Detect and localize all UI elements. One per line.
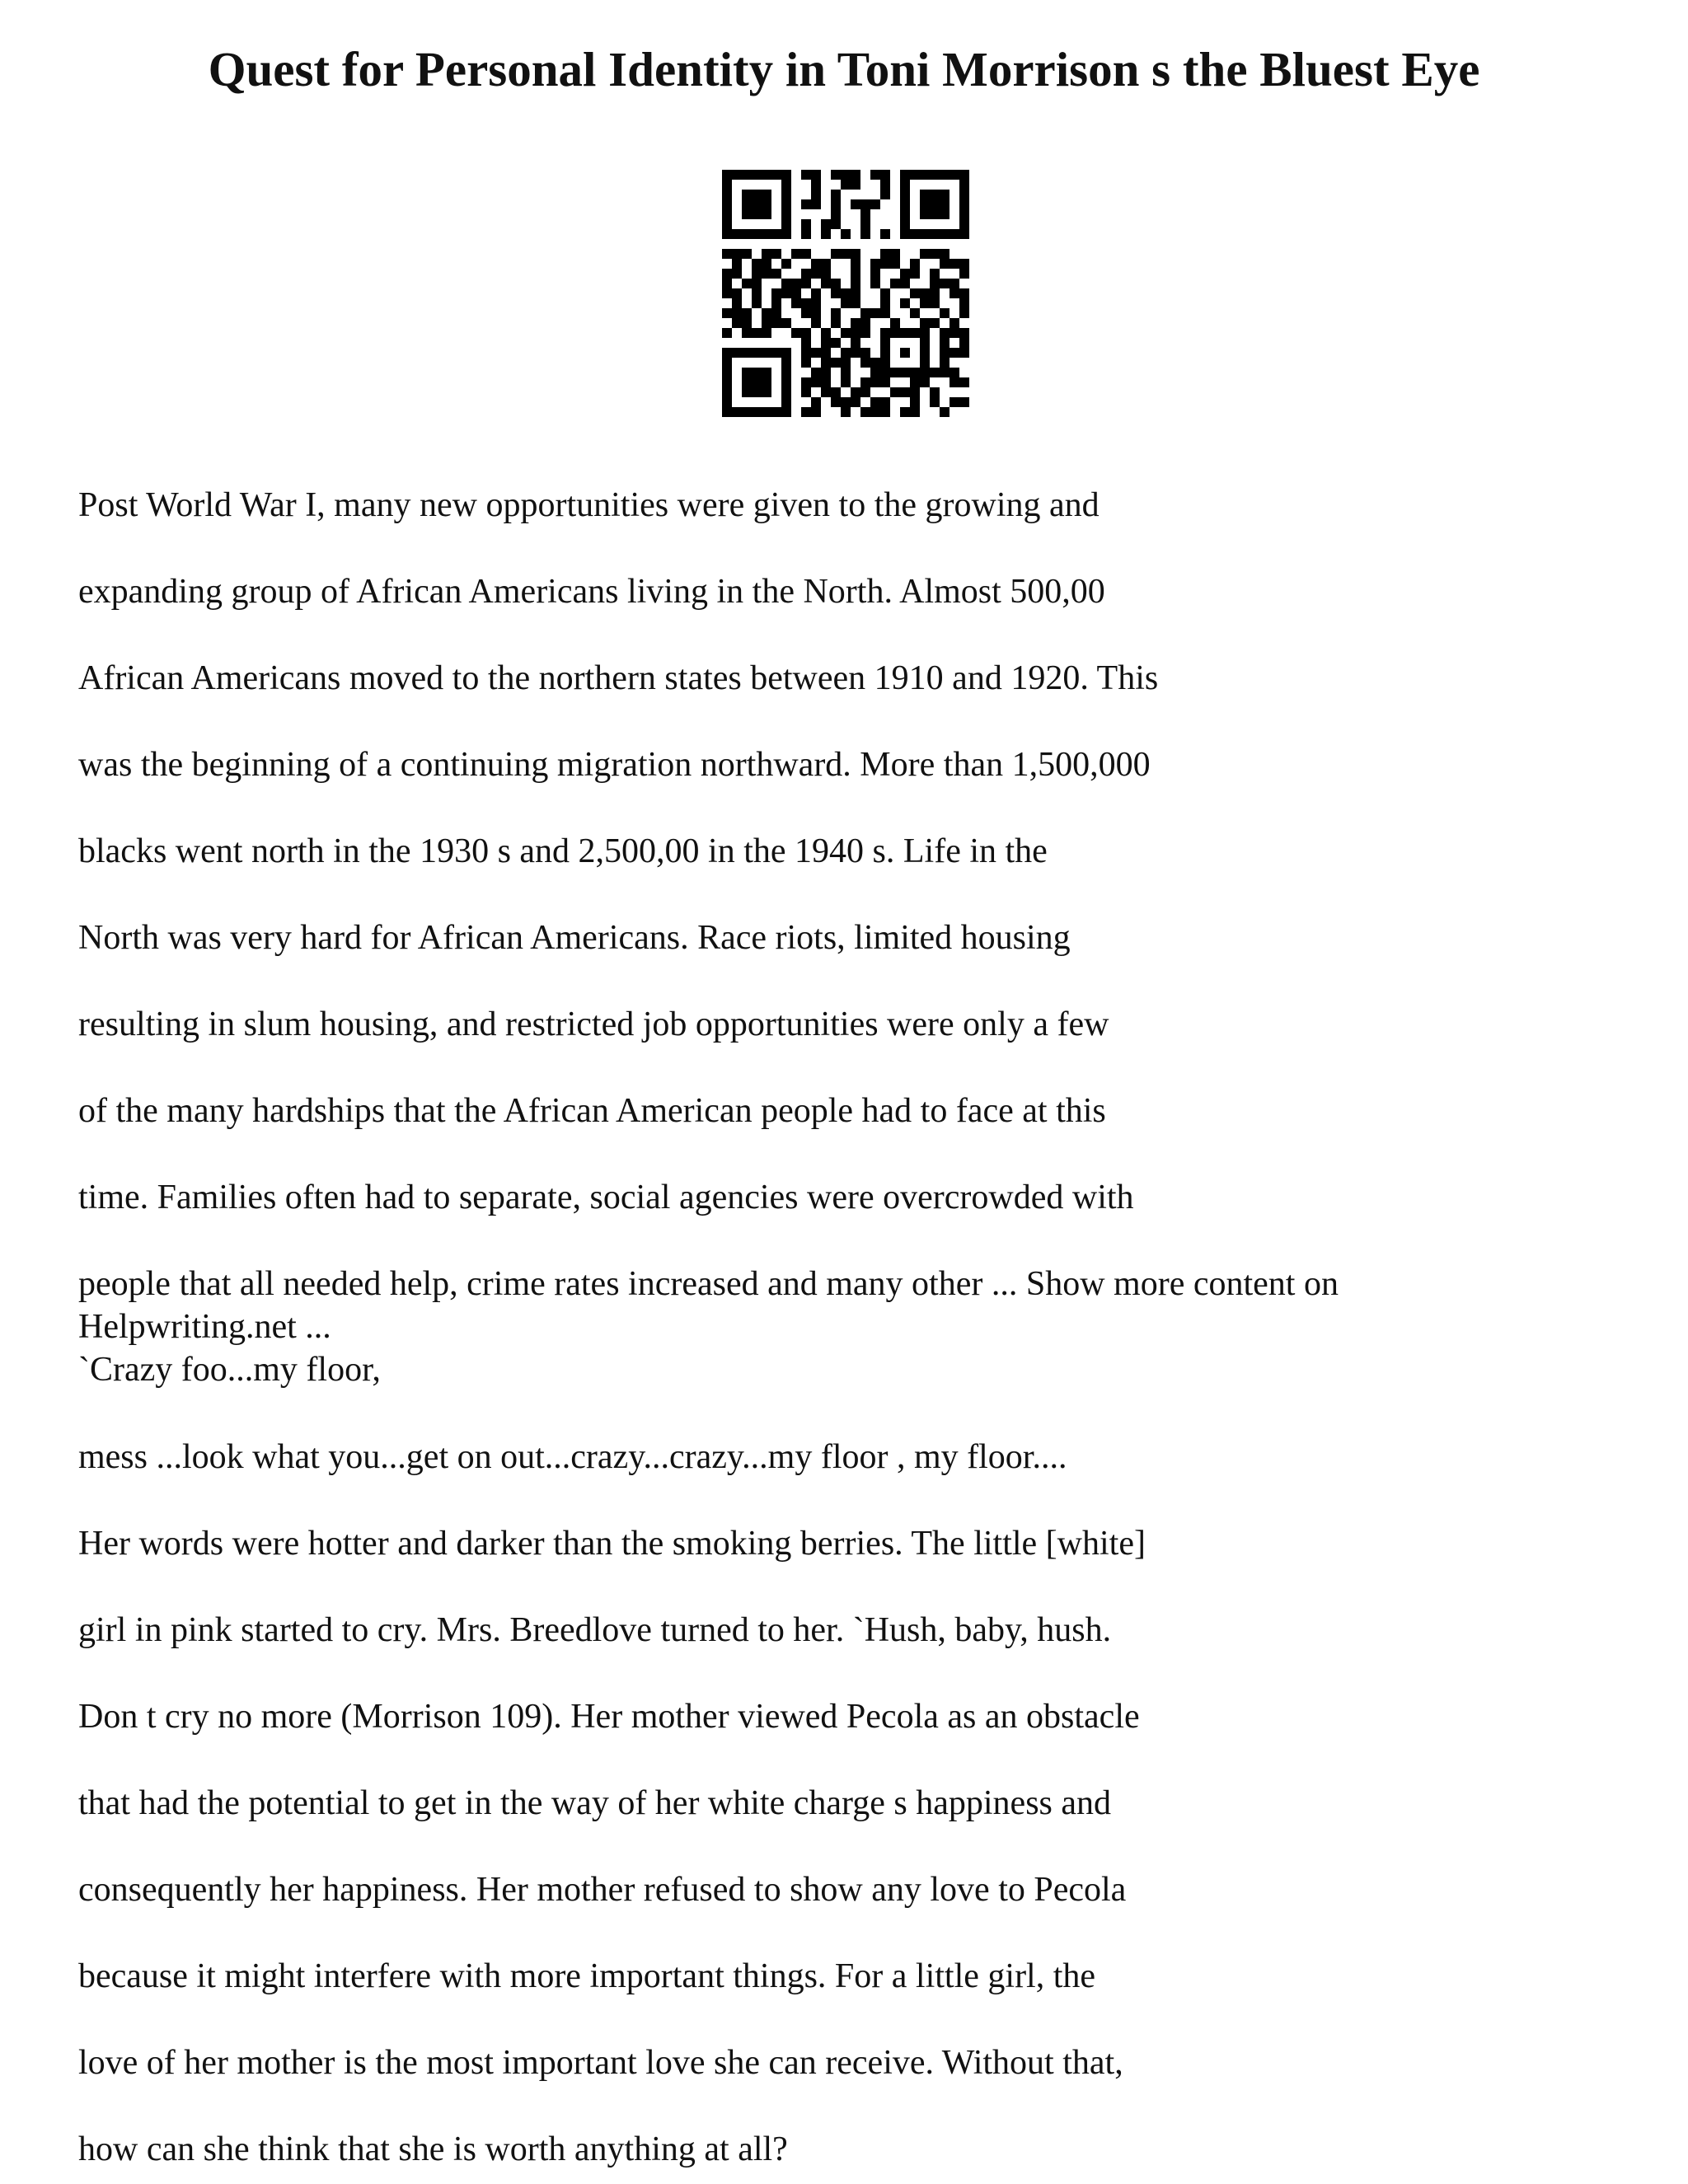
text-line: `Crazy foo...my floor, [78, 1351, 381, 1389]
text-line: of the many hardships that the African American people had to face at this [78, 1092, 1106, 1130]
text-line: how can she think that she is worth anything at all? [78, 2130, 788, 2168]
text-line: North was very hard for African Americans. Race riots, limited housing [78, 919, 1071, 957]
text-line: expanding group of African Americans living in the North. Almost 500,00 [78, 573, 1105, 611]
text-line: time. Families often had to separate, social agencies were overcrowded with [78, 1179, 1134, 1216]
text-line: African Americans moved to the northern states between 1910 and 1920. This [78, 659, 1159, 697]
text-line: was the beginning of a continuing migration northward. More than 1,500,000 [78, 746, 1151, 784]
text-line: Helpwriting.net ... [78, 1308, 331, 1346]
text-line: consequently her happiness. Her mother refused to show any love to Pecola [78, 1871, 1127, 1909]
text-line: mess ...look what you...get on out...crazy...crazy...my floor , my floor.... [78, 1438, 1067, 1476]
text-line: people that all needed help, crime rates increased and many other ... Show more content on [78, 1265, 1339, 1303]
text-line: that had the potential to get in the way of her white charge s happiness and [78, 1784, 1112, 1822]
text-line: because it might interfere with more important things. For a little girl, the [78, 1957, 1096, 1995]
page-title: Quest for Personal Identity in Toni Morrison s the Bluest Eye [208, 42, 1480, 96]
text-line: love of her mother is the most important love she can receive. Without that, [78, 2044, 1123, 2082]
text-line: Post World War I, many new opportunities were given to the growing and [78, 486, 1100, 524]
qr-code-icon [722, 170, 969, 417]
text-line: Don t cry no more (Morrison 109). Her mother viewed Pecola as an obstacle [78, 1698, 1140, 1736]
text-line: resulting in slum housing, and restricted job opportunities were only a few [78, 1005, 1109, 1043]
text-line: Her words were hotter and darker than the smoking berries. The little [white] [78, 1525, 1146, 1563]
text-line: blacks went north in the 1930 s and 2,500,00 in the 1940 s. Life in the [78, 832, 1048, 870]
text-line: girl in pink started to cry. Mrs. Breedlove turned to her. `Hush, baby, hush. [78, 1611, 1112, 1649]
qr-code-graphic [722, 170, 969, 417]
